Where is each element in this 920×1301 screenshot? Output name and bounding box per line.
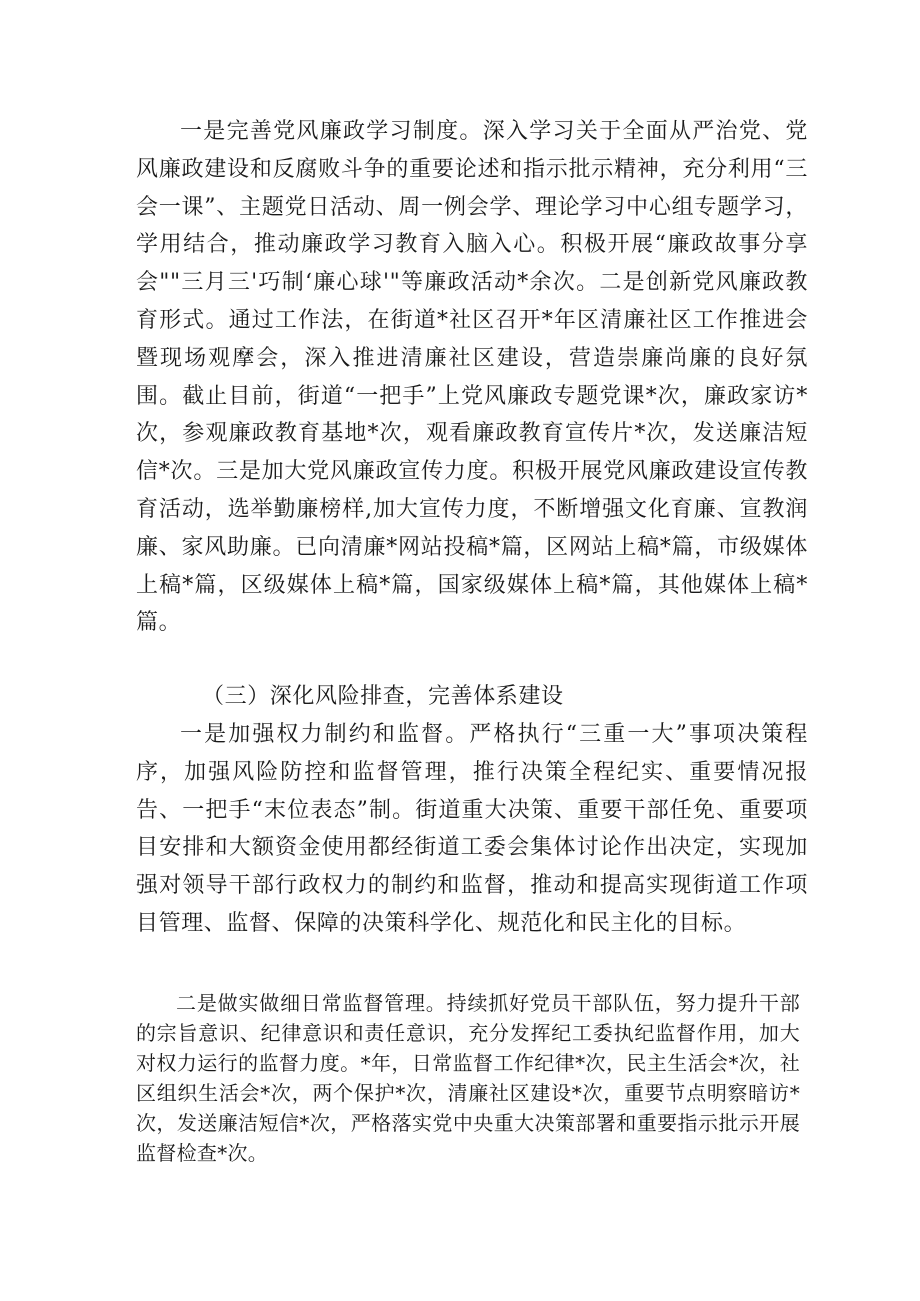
paragraph-daily-supervision: 二是做实做细日常监督管理。持续抓好党员干部队伍，努力提升干部的宗旨意识、纪律意识和责任意识，充分发挥纪工委执纪监督作用，加大对权力运行的监督力度。*年，日常监督工作纪律*次，民主生活会*次，社区组织生活会*次，两个保护*次，清廉社区建设*次，重要节点明察暗访*次，发送廉洁短信*次，严格落实党中央重大决策部署和重要指示批示开展监督检查*次。 xyxy=(136,991,800,1165)
section-party-conduct-education xyxy=(136,113,808,642)
section-heading-risk-check: （三）深化风险排查，完善体系建设 xyxy=(202,684,564,709)
section-power-supervision xyxy=(136,716,808,943)
section-daily-supervision xyxy=(136,988,800,1168)
paragraph-education-system: 一是完善党风廉政学习制度。深入学习关于全面从严治党、党风廉政建设和反腐败斗争的重要论述和指示批示精神，充分利用“三会一课”、主题党日活动、周一例会学、理论学习中心组专题学习，学用结合，推动廉政学习教育入脑入心。积极开展“廉政故事分享会""三月三'巧制‘廉心球'"等廉政活动*余次。二是创新党风廉政教育形式。通过工作法，在街道*社区召开*年区清廉社区工作推进会暨现场观摩会，深入推进清廉社区建设，营造崇廉尚廉的良好氛围。截止目前，街道“一把手”上党风廉政专题党课*次，廉政家访*次，参观廉政教育基地*次，观看廉政教育宣传片*次，发送廉洁短信*次。三是加大党风廉政宣传力度。积极开展党风廉政建设宣传教育活动，选举勤廉榜样,加大宣传力度，不断增强文化育廉、宣教润廉、家风助廉。已向清廉*网站投稿*篇，区网站上稿*篇，市级媒体上稿*篇，区级媒体上稿*篇，国家级媒体上稿*篇，其他媒体上稿*篇。 xyxy=(136,119,808,636)
paragraph-power-supervision: 一是加强权力制约和监督。严格执行“三重一大”事项决策程序，加强风险防控和监督管理，推行决策全程纪实、重要情况报告、一把手“末位表态”制。街道重大决策、重要干部任免、重要项目安排和大额资金使用都经街道工委会集体讨论作出决定，实现加强对领导干部行政权力的制约和监督，推动和提高实现街道工作项目管理、监督、保障的决策科学化、规范化和民主化的目标。 xyxy=(136,722,808,936)
